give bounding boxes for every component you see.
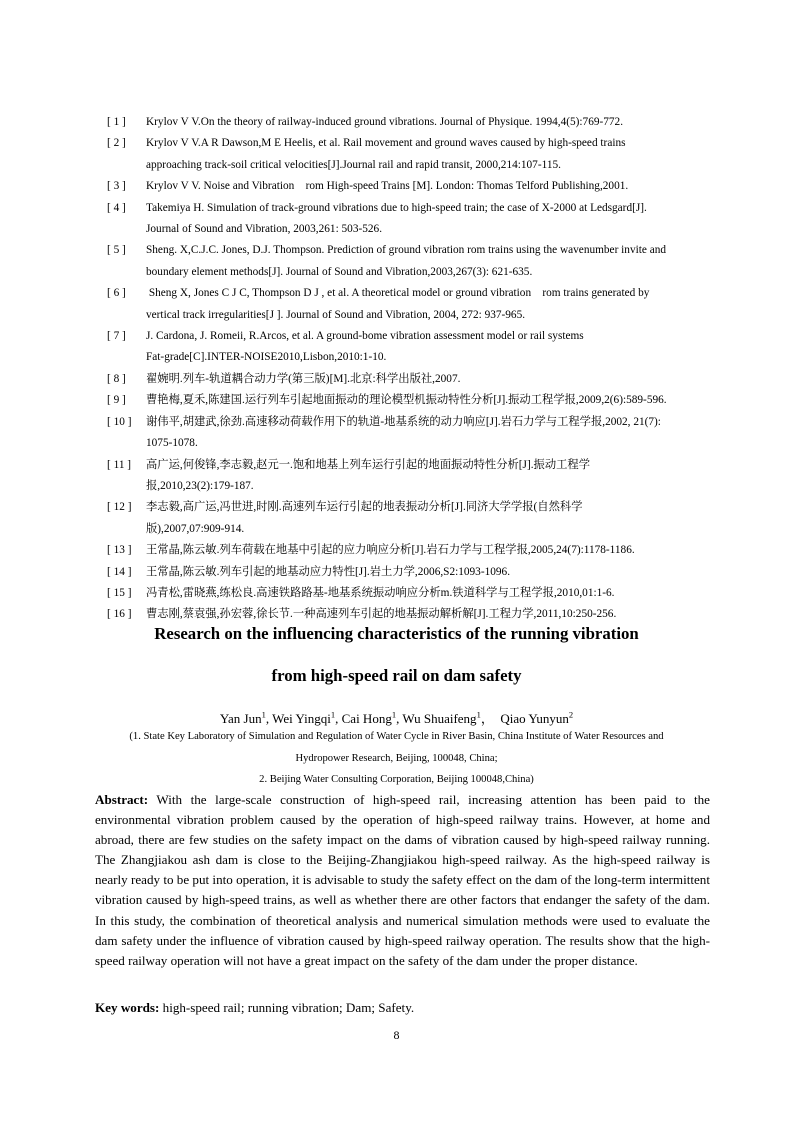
reference-line: Fat-grade[C].INTER-NOISE2010,Lisbon,2010:1-10. bbox=[146, 351, 387, 364]
reference-number: [ 9 ] bbox=[107, 394, 126, 407]
reference-line: 版),2007,07:909-914. bbox=[146, 522, 245, 535]
author-separator: ， bbox=[480, 711, 501, 726]
reference-text bbox=[146, 390, 713, 411]
reference-line: Krylov V V.On the theory of railway-induced ground vibrations. Journal of Physique. 1994,4(5):769-772. bbox=[146, 116, 624, 128]
reference-item bbox=[0, 604, 793, 625]
reference-text bbox=[146, 283, 713, 326]
reference-text bbox=[146, 583, 713, 604]
reference-text bbox=[146, 540, 713, 561]
reference-line: vertical track irregularities[J ]. Journal of Sound and Vibration, 2004, 272: 937-965. bbox=[146, 308, 526, 321]
reference-text bbox=[146, 112, 713, 133]
paper-title-line-1: Research on the influencing characteristics of the running vibration bbox=[154, 624, 639, 643]
reference-text bbox=[146, 240, 713, 283]
reference-item bbox=[0, 369, 793, 390]
reference-line: Sheng. X,C.J.C. Jones, D.J. Thompson. Prediction of ground vibration rom trains using the wavenumber invite and bbox=[146, 244, 667, 257]
author-name: Cai Hong bbox=[341, 711, 392, 726]
reference-number: [ 1 ] bbox=[107, 116, 126, 128]
reference-line: 冯青松,雷晓燕,练松良.高速铁路路基-地基系统振动响应分析m.铁道科学与工程学报,2010,01:1-6. bbox=[146, 586, 615, 599]
reference-item bbox=[0, 540, 793, 561]
reference-line: J. Cardona, J. Romeii, R.Arcos, et al. A ground-bome vibration assessment model or rail systems bbox=[146, 330, 584, 343]
abstract-label: Abstract: bbox=[95, 792, 149, 807]
reference-text bbox=[146, 198, 713, 241]
reference-line: 李志毅,高广运,冯世进,时刚.高速列车运行引起的地表振动分析[J].同济大学学报(自然科学 bbox=[146, 501, 583, 514]
reference-text bbox=[146, 562, 713, 583]
reference-number: [ 3 ] bbox=[107, 180, 126, 193]
reference-number: [ 10 ] bbox=[107, 415, 132, 428]
reference-item bbox=[0, 326, 793, 369]
reference-line: approaching track-soil critical velocities[J].Journal rail and rapid transit, 2000,214:107-115. bbox=[146, 158, 561, 171]
reference-text bbox=[146, 604, 713, 625]
reference-number: [ 15 ] bbox=[107, 586, 132, 599]
reference-line: 曹艳梅,夏禾,陈建国.运行列车引起地面振动的理论模型机振动特性分析[J].振动工程学报,2009,2(6):589-596. bbox=[146, 394, 667, 407]
reference-item bbox=[0, 455, 793, 498]
reference-item bbox=[0, 390, 793, 411]
keywords bbox=[95, 1000, 710, 1016]
author-affiliation-mark: 1 bbox=[476, 709, 481, 720]
reference-line: Journal of Sound and Vibration, 2003,261: 503-526. bbox=[146, 223, 383, 236]
reference-number: [ 2 ] bbox=[107, 137, 126, 150]
affiliation-2: 2. Beijing Water Consulting Corporation, Beijing 100048,China) bbox=[259, 774, 534, 785]
author-list bbox=[0, 708, 793, 727]
reference-number: [ 16 ] bbox=[107, 608, 132, 621]
reference-item bbox=[0, 176, 793, 197]
author-affiliation-mark: 1 bbox=[330, 709, 336, 720]
reference-number: [ 5 ] bbox=[107, 244, 126, 257]
reference-line: Takemiya H. Simulation of track-ground vibrations due to high-speed train; the case of X-2000 at Ledsgard[J]. bbox=[146, 201, 647, 214]
reference-list bbox=[0, 112, 793, 626]
reference-item bbox=[0, 112, 793, 133]
author-name: Wu Shuaifeng bbox=[402, 711, 477, 726]
reference-line: 曹志刚,蔡袁强,孙宏蓉,徐长节.一种高速列车引起的地基振动解析解[J].工程力学,2011,10:250-256. bbox=[146, 608, 617, 621]
reference-item bbox=[0, 198, 793, 241]
affiliation-1-line-2: Hydropower Research, Beijing, 100048, China; bbox=[295, 753, 498, 764]
keywords-text: high-speed rail; running vibration; Dam; Safety. bbox=[159, 1000, 415, 1015]
reference-text bbox=[146, 176, 713, 197]
reference-item bbox=[0, 562, 793, 583]
reference-number: [ 12 ] bbox=[107, 501, 132, 514]
reference-line: Krylov V V.A R Dawson,M E Heelis, et al. Rail movement and ground waves caused by high-speed trains bbox=[146, 137, 626, 150]
reference-number: [ 13 ] bbox=[107, 544, 132, 557]
reference-number: [ 14 ] bbox=[107, 565, 132, 578]
reference-text bbox=[146, 133, 713, 176]
reference-item bbox=[0, 583, 793, 604]
author-name: Yan Jun bbox=[219, 711, 262, 726]
reference-line: 谢伟平,胡建武,徐劲.高速移动荷载作用下的轨道-地基系统的动力响应[J].岩石力学与工程学报,2002, 21(7): bbox=[146, 415, 661, 428]
reference-line: Krylov V V. Noise and Vibration rom High-speed Trains [M]. London: Thomas Telford Publishing,2001. bbox=[146, 180, 629, 193]
reference-number: [ 4 ] bbox=[107, 201, 126, 214]
reference-number: [ 7 ] bbox=[107, 330, 126, 343]
reference-line: 翟婉明.列车-轨道耦合动力学(第三版)[M].北京:科学出版社,2007. bbox=[146, 372, 461, 385]
author-separator: , bbox=[265, 711, 273, 726]
author-separator: , bbox=[396, 711, 403, 726]
reference-text bbox=[146, 497, 713, 540]
author-separator: , bbox=[335, 711, 342, 726]
reference-item bbox=[0, 283, 793, 326]
reference-line: 报,2010,23(2):179-187. bbox=[146, 479, 254, 492]
affiliation-1-line-1: (1. State Key Laboratory of Simulation and Regulation of Water Cycle in River Basin, China Institute of Water Resources and bbox=[129, 731, 664, 742]
reference-line: 王常晶,陈云敏.列车引起的地基动应力特性[J].岩土力学,2006,S2:1093-1096. bbox=[146, 565, 511, 578]
reference-item bbox=[0, 133, 793, 176]
abstract-text: With the large-scale construction of high-speed rail, increasing attention has been paid to the environmental vibration problem caused by the operation of high-speed railway trains. However, at home and abroad, there are few studies on the safety impact on the dams of vibration caused by high-speed railway running. The Zhangjiakou ash dam is close to the Beijing-Zhangjiakou high-speed railway. As the high-speed railway is nearly ready to be put into operation, it is advisable to study the safety effect on the dam of the long-term intermittent vibration caused by high-speed trains, as well as whether there are other factors that endanger the safety of the dam. In this study, the combination of theoretical analysis and numerical simulation methods were used to evaluate the dam safety under the influence of vibration caused by high-speed railway operation. The results show that the high-speed railway operation will not have a great impact on the safety of the dam under the proper distance. bbox=[95, 792, 710, 968]
reference-number: [ 8 ] bbox=[107, 372, 126, 385]
reference-item bbox=[0, 497, 793, 540]
author-name: Qiao Yunyun bbox=[500, 711, 569, 726]
reference-text bbox=[146, 412, 713, 455]
author-affiliation-mark: 1 bbox=[261, 709, 266, 720]
keywords-label: Key words: bbox=[95, 1000, 160, 1015]
reference-text bbox=[146, 326, 713, 369]
author-name: Wei Yingqi bbox=[272, 711, 331, 726]
reference-number: [ 6 ] bbox=[107, 287, 126, 300]
page-number: 8 bbox=[393, 1028, 400, 1042]
reference-text bbox=[146, 369, 713, 390]
reference-line: 高广运,何俊锋,李志毅,赵元一.饱和地基上列车运行引起的地面振动特性分析[J].振动工程学 bbox=[146, 458, 591, 471]
author-affiliation-mark: 2 bbox=[568, 709, 574, 720]
reference-line: Sheng X, Jones C J C, Thompson D J , et al. A theoretical model or ground vibration rom trains generated by bbox=[146, 287, 650, 300]
reference-line: 王常晶,陈云敏.列车荷载在地基中引起的应力响应分析[J].岩石力学与工程学报,2005,24(7):1178-1186. bbox=[146, 544, 635, 557]
reference-number: [ 11 ] bbox=[107, 458, 132, 471]
reference-item bbox=[0, 240, 793, 283]
reference-item bbox=[0, 412, 793, 455]
author-affiliation-mark: 1 bbox=[391, 709, 397, 720]
paper-title-line-2: from high-speed rail on dam safety bbox=[271, 666, 522, 685]
reference-line: boundary element methods[J]. Journal of Sound and Vibration,2003,267(3): 621-635. bbox=[146, 265, 533, 278]
reference-text bbox=[146, 455, 713, 498]
abstract bbox=[95, 790, 710, 971]
reference-line: 1075-1078. bbox=[146, 437, 198, 450]
